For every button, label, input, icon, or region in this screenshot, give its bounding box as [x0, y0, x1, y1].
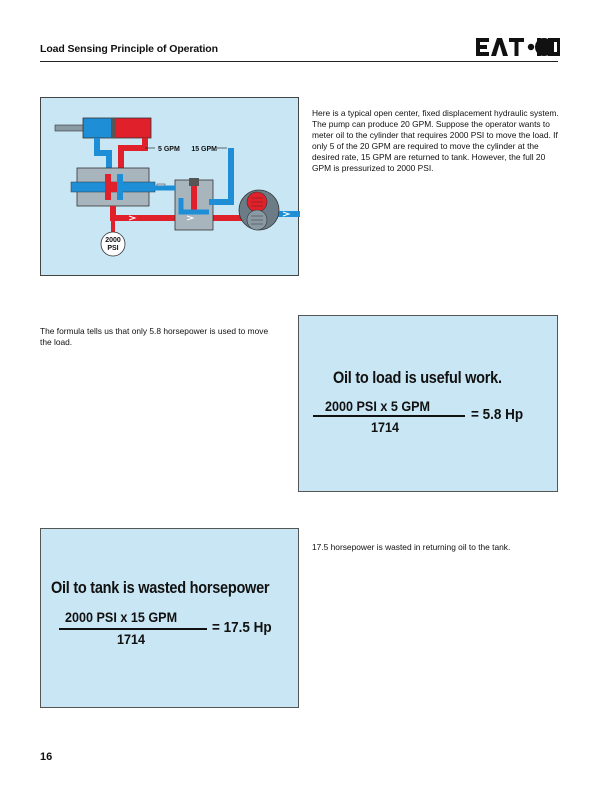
pressure-gauge — [101, 232, 125, 256]
page-number: 16 — [40, 751, 53, 763]
wasted-horsepower-numerator: 2000 PSI x 15 GPM — [65, 609, 178, 625]
gauge-value: 2000 — [105, 237, 121, 244]
gauge-unit: PSI — [107, 245, 119, 252]
useful-work-equation-box — [298, 315, 558, 492]
cylinder-pressure-side — [113, 118, 151, 138]
useful-work-denominator: 1714 — [371, 419, 400, 435]
page-header-title: Load Sensing Principle of Operation — [40, 43, 218, 55]
cylinder-piston — [111, 118, 116, 138]
label-15-gpm: 15 GPM — [191, 146, 217, 153]
formula-note-paragraph: The formula tells us that only 5.8 horsepower is used to move the load. — [40, 326, 269, 347]
intro-paragraph: Here is a typical open center, fixed displacement hydraulic system. The pump can produce 20 GPM. Suppose the operator wants to meter oil to the cylinder that requires 2000 PSI to move the load. If only 5 of the 20 GPM are required to move the cylinder at the desired rate, 15 GPM are returned to tank. However, the full 20 GPM is pressurized to 2000 PSI. — [312, 108, 559, 173]
useful-work-fraction-bar — [313, 415, 465, 417]
cylinder-return-side — [83, 118, 113, 138]
wasted-horsepower-equation-box — [40, 528, 299, 708]
wasted-horsepower-title: Oil to tank is wasted horsepower — [51, 579, 270, 597]
wasted-note-paragraph: 17.5 horsepower is wasted in returning oil to the tank. — [312, 542, 511, 552]
label-5-gpm: 5 GPM — [158, 146, 180, 153]
eaton-logo — [476, 36, 560, 58]
header-rule — [40, 61, 558, 62]
useful-work-numerator: 2000 PSI x 5 GPM — [325, 398, 431, 414]
wasted-horsepower-denominator: 1714 — [117, 631, 146, 647]
wasted-horsepower-fraction-bar — [59, 628, 207, 630]
hydraulic-system-diagram — [40, 97, 299, 276]
useful-work-result: = 5.8 Hp — [471, 406, 524, 423]
gear-pump — [239, 190, 279, 230]
useful-work-title: Oil to load is useful work. — [333, 369, 502, 387]
wasted-horsepower-result: = 17.5 Hp — [212, 619, 272, 636]
